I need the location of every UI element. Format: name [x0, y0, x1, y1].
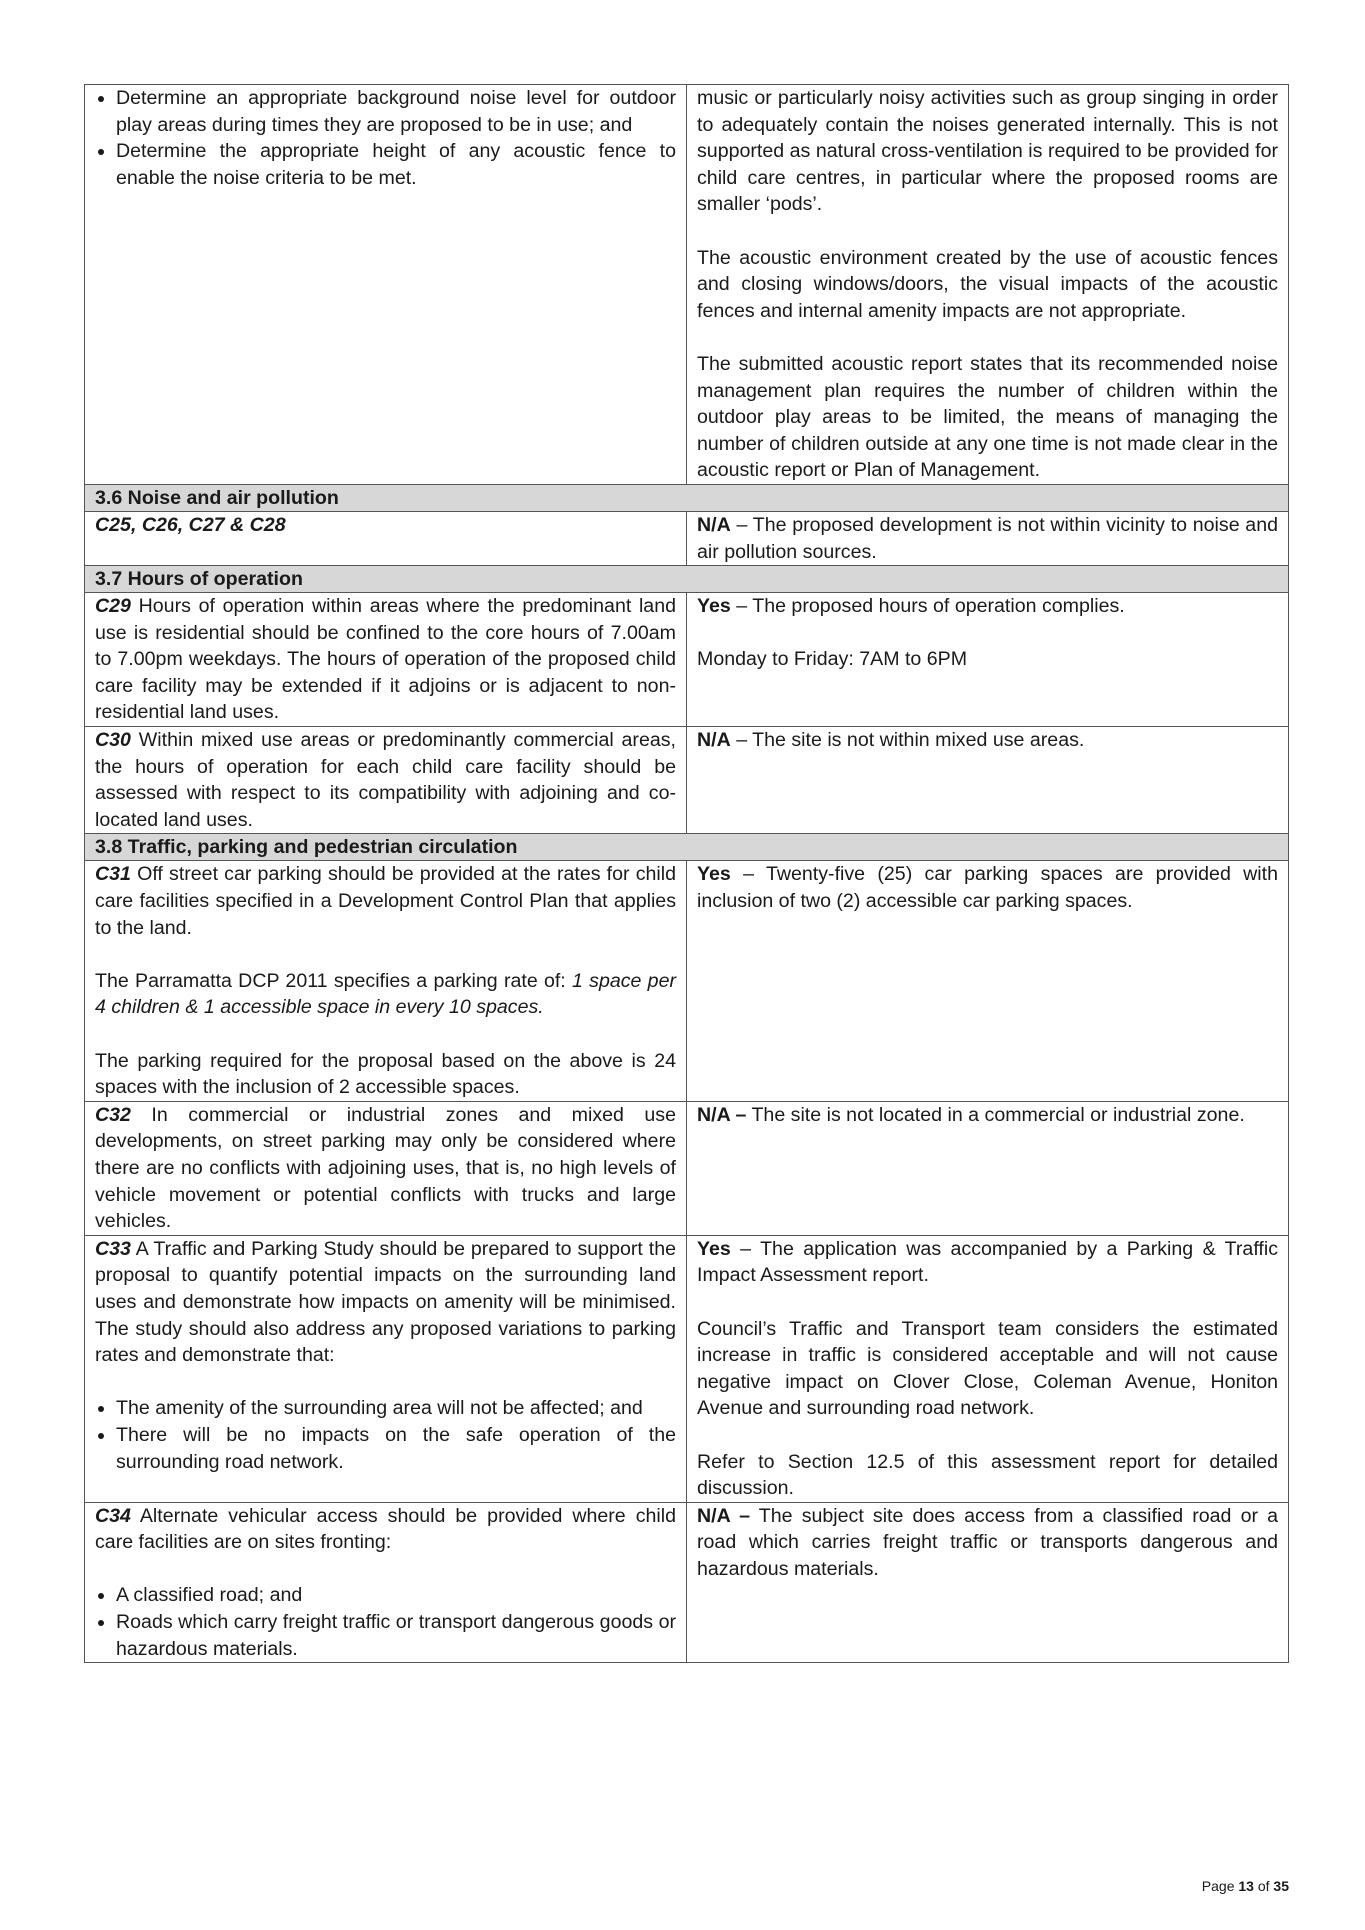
response-text: – Twenty-five (25) car parking spaces are provided with inclusion of two (2) accessible car parking spaces. [697, 863, 1278, 913]
paragraph: The parking required for the proposal based on the above is 24 spaces with the inclusion of 2 accessible spaces. [95, 1049, 676, 1099]
control-text: Off street car parking should be provided at the rates for child care facilities specified in a Development Control Plan that applies to the land. [95, 863, 676, 939]
verdict: Yes [697, 595, 731, 618]
page-footer [1202, 1878, 1289, 1894]
response-text: – The proposed hours of operation complies. [730, 595, 1125, 618]
right-cell [687, 727, 1289, 834]
control-codes: C25, C26, C27 & C28 [95, 513, 286, 536]
left-cell [85, 1502, 687, 1663]
list-item: • Determine an appropriate background noise level for outdoor play areas during times they are proposed to be in use; and [116, 85, 676, 138]
control-text: Alternate vehicular access should be provided where child care facilities are on sites fronting: [95, 1504, 676, 1554]
list-item: • There will be no impacts on the safe operation of the surrounding road network. [116, 1422, 676, 1475]
table-row [85, 1502, 1289, 1663]
assessment-table [84, 84, 1289, 1663]
section-heading-row [85, 834, 1289, 861]
verdict: N/A – [697, 1103, 747, 1126]
section-heading: 3.7 Hours of operation [85, 566, 1289, 593]
left-cell [85, 727, 687, 834]
control-text: Hours of operation within areas where the predominant land use is residential should be confined to the core hours of 7.00am to 7.00pm weekdays. The hours of operation of the proposed child care facility may be extended if it adjoins or is adjacent to non-residential land uses. [95, 595, 676, 724]
right-cell [687, 593, 1289, 727]
right-cell [687, 511, 1289, 565]
page-number: 13 [1238, 1878, 1254, 1894]
control-text: Within mixed use areas or predominantly commercial areas, the hours of operation for each child care facility should be assessed with respect to its compatibility with adjoining and co-located land uses. [95, 729, 676, 831]
right-cell [687, 1502, 1289, 1663]
left-cell [85, 1101, 687, 1235]
left-cell [85, 511, 687, 565]
control-code: C34 [95, 1504, 131, 1527]
response-text: The site is not located in a commercial or industrial zone. [746, 1103, 1245, 1126]
table-row [85, 1235, 1289, 1502]
parking-rate: 1 space per 4 children & 1 accessible space in every 10 spaces. [95, 969, 676, 1019]
paragraph: Monday to Friday: 7AM to 6PM [697, 648, 968, 671]
control-code: C30 [95, 729, 131, 752]
right-cell [687, 1235, 1289, 1502]
response-text: The subject site does access from a classified road or a road which carries freight traffic or transports dangerous and hazardous materials. [697, 1504, 1279, 1580]
left-cell [85, 861, 687, 1101]
section-heading-row [85, 566, 1289, 593]
control-code: C29 [95, 595, 131, 618]
table-row [85, 727, 1289, 834]
bullet-list [95, 1395, 676, 1475]
right-cell [687, 861, 1289, 1101]
section-heading-row [85, 484, 1289, 511]
paragraph: Refer to Section 12.5 of this assessment report for detailed discussion. [697, 1450, 1278, 1500]
page-of-label: of [1253, 1878, 1274, 1894]
paragraph [95, 861, 676, 941]
page-label: Page [1201, 1878, 1239, 1894]
right-cell [687, 1101, 1289, 1235]
list-item: • Roads which carry freight traffic or transport dangerous goods or hazardous materials. [116, 1609, 676, 1662]
paragraph: music or particularly noisy activities such as group singing in order to adequately contain the noises generated internally. This is not supported as natural cross-ventilation is required to be provided for child care centres, in particular where the proposed rooms are smaller ‘pods’. [697, 87, 1278, 216]
bullet-list [95, 1582, 676, 1662]
table-row [85, 511, 1289, 565]
verdict: Yes [697, 863, 731, 886]
paragraph: The submitted acoustic report states that its recommended noise management plan requires the number of children within the outdoor play areas to be limited, the means of managing the number of children outside at any one time is not made clear in the acoustic report or Plan of Management. [697, 352, 1278, 482]
control-code: C32 [95, 1103, 131, 1126]
verdict: N/A [697, 729, 731, 752]
paragraph [697, 593, 1278, 620]
verdict: N/A [697, 513, 731, 536]
paragraph [697, 1236, 1278, 1289]
response-text: – The site is not within mixed use areas. [730, 729, 1085, 752]
paragraph: The acoustic environment created by the use of acoustic fences and closing windows/doors, the visual impacts of the acoustic fences and internal amenity impacts are not appropriate. [697, 246, 1278, 322]
control-text: In commercial or industrial zones and mixed use developments, on street parking may only be considered where there are no conflicts with adjoining uses, that is, no high levels of vehicle movement or potential conflicts with trucks and large vehicles. [95, 1103, 676, 1233]
left-cell [85, 593, 687, 727]
page-total: 35 [1273, 1878, 1289, 1894]
list-item: • A classified road; and [116, 1582, 676, 1609]
paragraph-prefix: The Parramatta DCP 2011 specifies a parking rate of: [95, 969, 572, 992]
list-item: • Determine the appropriate height of any acoustic fence to enable the noise criteria to be met. [116, 138, 676, 191]
table-row [85, 1101, 1289, 1235]
section-heading: 3.6 Noise and air pollution [85, 484, 1289, 511]
left-cell [85, 85, 687, 485]
section-heading: 3.8 Traffic, parking and pedestrian circulation [85, 834, 1289, 861]
response-text: – The application was accompanied by a Parking & Traffic Impact Assessment report. [697, 1237, 1278, 1287]
paragraph [95, 968, 676, 1021]
response-text: – The proposed development is not within vicinity to noise and air pollution sources. [697, 513, 1278, 563]
paragraph [95, 1236, 676, 1369]
control-code: C33 [95, 1237, 131, 1260]
table-row [85, 85, 1289, 485]
verdict: Yes [697, 1237, 731, 1260]
right-cell [687, 85, 1289, 485]
paragraph [95, 1503, 676, 1556]
list-item: • The amenity of the surrounding area will not be affected; and [116, 1395, 676, 1422]
control-text: A Traffic and Parking Study should be prepared to support the proposal to quantify potential impacts on the surrounding land uses and demonstrate how impacts on amenity will be minimised. The study should also address any proposed variations to parking rates and demonstrate that: [95, 1237, 676, 1367]
table-row [85, 593, 1289, 727]
left-cell [85, 1235, 687, 1502]
control-code: C31 [95, 863, 131, 886]
table-row [85, 861, 1289, 1101]
verdict: N/A – [697, 1504, 751, 1527]
bullet-list [95, 85, 676, 191]
paragraph: Council’s Traffic and Transport team considers the estimated increase in traffic is considered acceptable and will not cause negative impact on Clover Close, Coleman Avenue, Honiton Avenue and surrounding road network. [697, 1317, 1278, 1420]
